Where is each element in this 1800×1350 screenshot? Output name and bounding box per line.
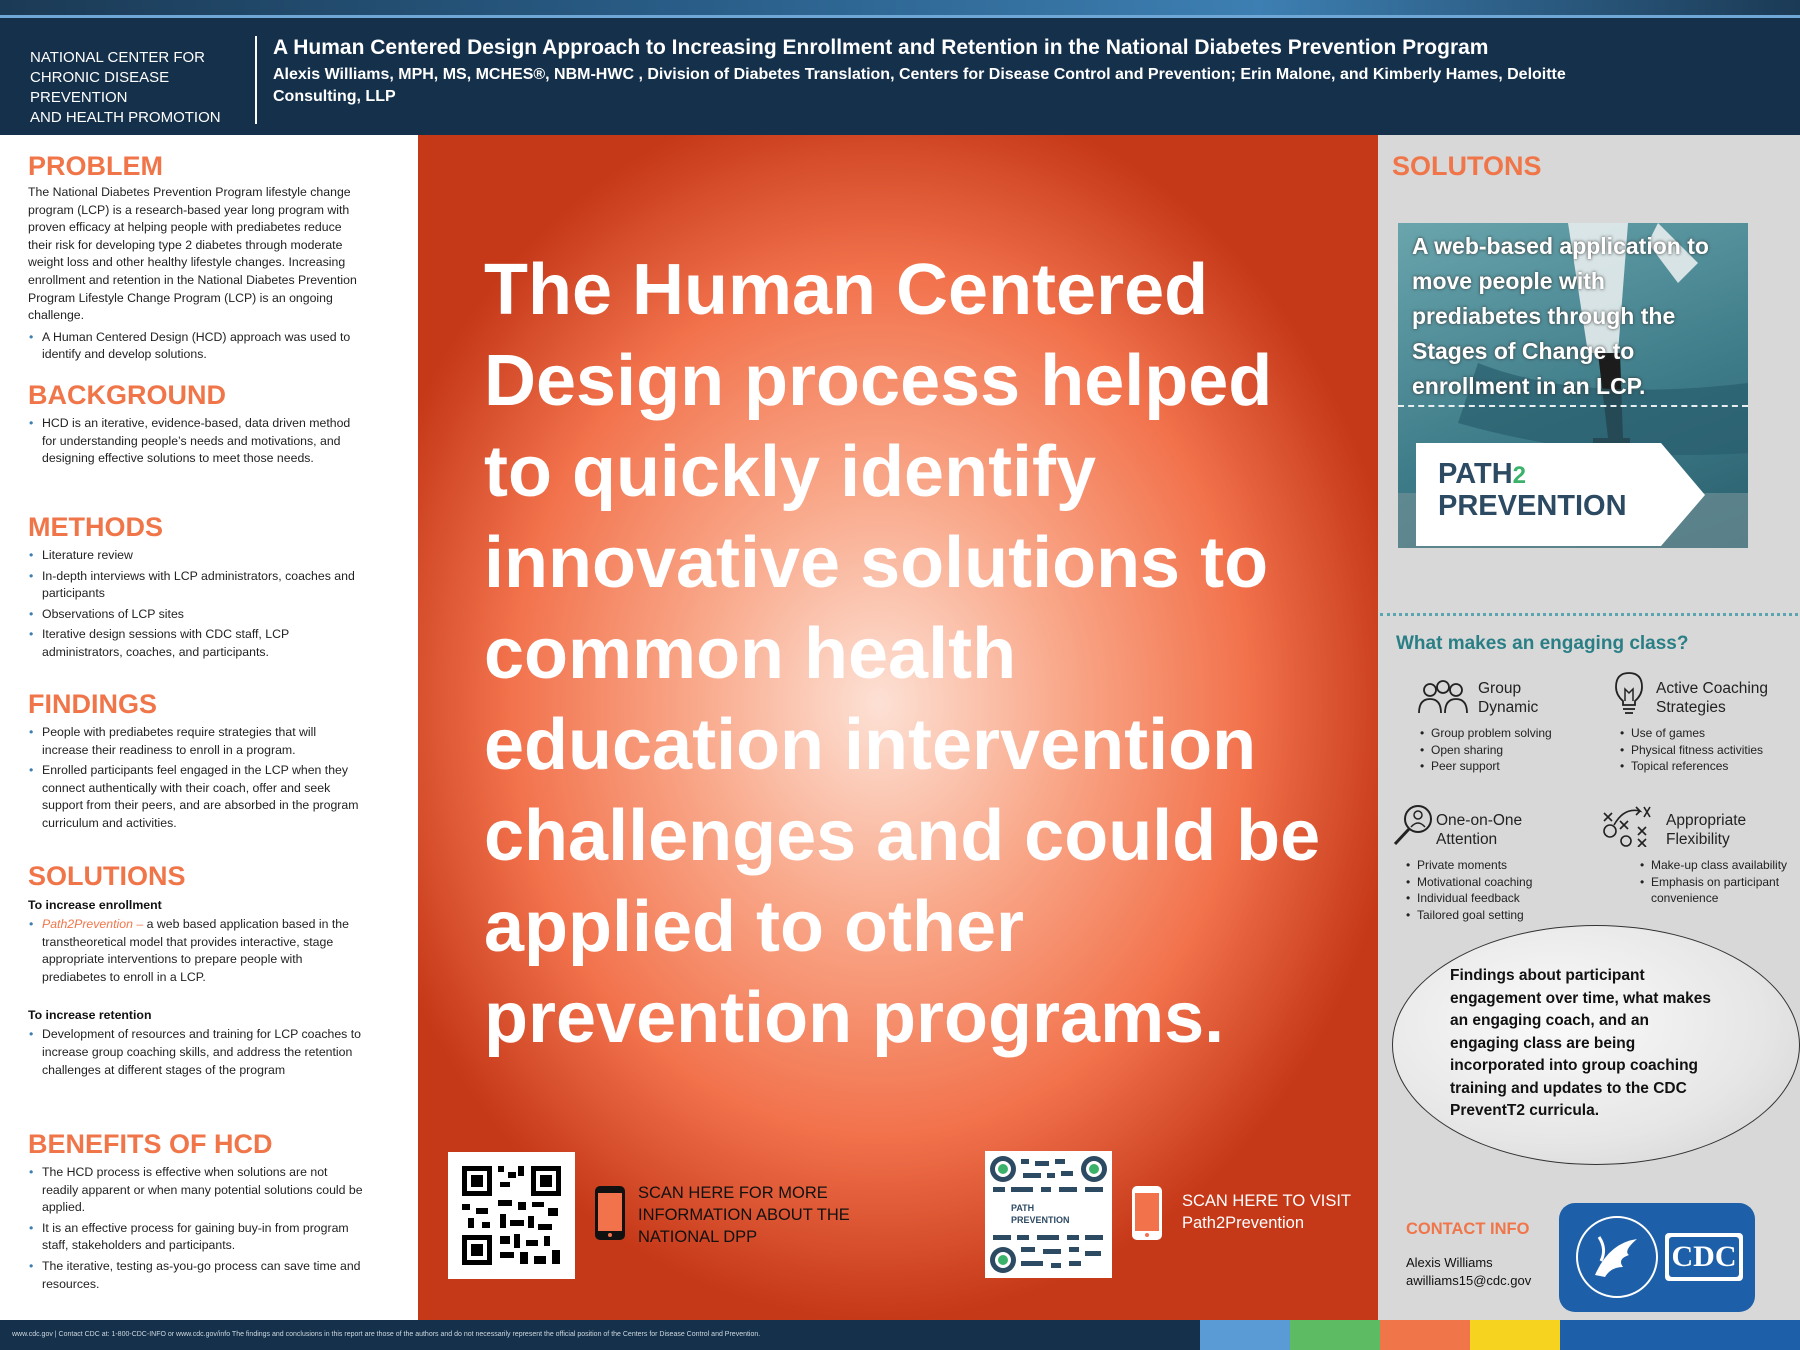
methods-heading: METHODS <box>28 512 163 542</box>
benefits-bullet: • The HCD process is effective when solutions are not readily apparent or when many potential solutions could be applied. <box>28 1164 363 1217</box>
active-coaching-item: • Topical references <box>1620 758 1795 775</box>
right-column <box>1378 135 1800 1320</box>
cdc-logo-text: CDC <box>1671 1240 1737 1273</box>
active-coaching-list <box>1620 725 1795 775</box>
problem-heading: PROBLEM <box>28 151 163 181</box>
scan-path2prevention-line-2: Path2Prevention <box>1182 1214 1305 1232</box>
findings-oval-text: Findings about participant engagement over time, what makes an engaging coach, and an engaging class are being incorporated into group coaching training and updates to the CDC PreventT2 curricula. <box>1450 967 1712 1119</box>
qr-code-national-dpp[interactable] <box>448 1152 575 1279</box>
poster-header <box>0 18 1800 135</box>
retention-subheading: To increase retention <box>28 1008 152 1023</box>
footer-color-bar-orange <box>1380 1320 1470 1350</box>
poster-footer <box>0 1320 1800 1350</box>
one-on-one-list <box>1406 857 1571 923</box>
group-dynamic-item: • Open sharing <box>1420 742 1570 759</box>
benefits-section <box>28 1129 363 1296</box>
group-icon <box>1417 679 1469 715</box>
agency-name <box>30 48 250 128</box>
contact-name: Alexis Williams <box>1406 1255 1493 1270</box>
path2prevention-highlight: Path2Prevention – <box>42 917 144 931</box>
engaging-class-title: What makes an engaging class? <box>1396 633 1689 654</box>
road-dashes <box>1398 405 1748 413</box>
benefits-bullet: • It is an effective process for gaining buy-in from program staff, stakeholders and participants. <box>28 1220 363 1255</box>
qr-logo-prevention: PREVENTION <box>1011 1215 1070 1225</box>
active-coaching-item: • Physical fitness activities <box>1620 742 1795 759</box>
agency-line-1: NATIONAL CENTER FOR <box>30 49 206 66</box>
scan-path2prevention-label <box>1182 1190 1362 1234</box>
path2prevention-logo <box>1438 459 1627 521</box>
poster-authors: Alexis Williams, MPH, MS, MCHES®, NBM-HWC , Division of Diabetes Translation, Centers for Disease Control and Prevention; Erin Malone, and Kimberly Hames, Deloitte Consulting, LLP <box>273 66 1566 105</box>
findings-section <box>28 689 363 836</box>
background-heading: BACKGROUND <box>28 380 226 410</box>
group-dynamic-item: • Group problem solving <box>1420 725 1570 742</box>
flexibility-item: • Make-up class availability <box>1640 857 1795 874</box>
qr-code-path2prevention[interactable] <box>985 1151 1112 1278</box>
problem-text: The National Diabetes Prevention Program lifestyle change program (LCP) is a research-based year long program with proven efficacy at helping people with prediabetes reduce their risk for developing type 2 diabetes through moderate weight loss and other healthy lifestyle changes. Increasing enrollment and retention in the National Diabetes Prevention Program Lifestyle Change Program (LCP) is an ongoing challenge. <box>28 185 357 323</box>
retention-bullet: • Development of resources and training for LCP coaches to increase group coaching skills, and address the retention challenges at different stages of the program <box>28 1026 363 1079</box>
agency-line-2: CHRONIC DISEASE PREVENTION <box>30 69 170 106</box>
logo-arrow-shape <box>1661 443 1705 546</box>
methods-bullet: • In-depth interviews with LCP administrators, coaches and participants <box>28 568 363 603</box>
path2prevention-graphic <box>1398 223 1748 548</box>
one-on-one-item: • Motivational coaching <box>1406 874 1571 891</box>
magnifier-icon <box>1392 803 1434 847</box>
lightbulb-icon <box>1614 671 1644 715</box>
webapp-text: A web-based application to move people with prediabetes through the Stages of Change to enrollment in an LCP. <box>1412 233 1709 399</box>
flexibility-item: • Emphasis on participant convenience <box>1640 874 1795 907</box>
poster-title: A Human Centered Design Approach to Increasing Enrollment and Retention in the National Diabetes Prevention Program <box>273 36 1489 59</box>
findings-bullet: • People with prediabetes require strategies that will increase their readiness to enroll in a program. <box>28 724 363 759</box>
footer-color-bar-blue <box>1200 1320 1290 1350</box>
footer-disclaimer: www.cdc.gov | Contact CDC at: 1-800-CDC-INFO or www.cdc.gov/info The findings and conclusions in this report are those of the authors and do not necessarily represent the official position of the Centers for Disease Control and Prevention. <box>12 1331 761 1338</box>
group-dynamic-list <box>1420 725 1570 775</box>
contact-email[interactable]: awilliams15@cdc.gov <box>1406 1273 1532 1288</box>
contact-heading: CONTACT INFO <box>1406 1220 1530 1238</box>
methods-bullet: • Iterative design sessions with CDC staff, LCP administrators, coaches, and participants. <box>28 626 363 661</box>
benefits-heading: BENEFITS OF HCD <box>28 1129 273 1159</box>
methods-bullet: • Observations of LCP sites <box>28 606 363 624</box>
strategy-icon <box>1600 803 1654 847</box>
active-coaching-item: • Use of games <box>1620 725 1795 742</box>
active-coaching-label: Active Coaching Strategies <box>1656 680 1769 716</box>
cdc-hhs-logo <box>1559 1203 1755 1312</box>
solutions-right-heading: SOLUTONS <box>1392 151 1542 181</box>
header-divider <box>255 36 257 124</box>
solutions-heading: SOLUTIONS <box>28 861 186 891</box>
findings-bullet: • Enrolled participants feel engaged in the LCP when they connect authentically with their coach, offer and seek support from their peers, and are absorbed in the program curriculum and activities. <box>28 762 363 832</box>
footer-color-bar-navy <box>1560 1320 1800 1350</box>
footer-color-bar-yellow <box>1470 1320 1560 1350</box>
background-section <box>28 380 363 471</box>
group-dynamic-label: Group Dynamic <box>1478 680 1539 716</box>
dotted-divider <box>1380 613 1798 616</box>
flexibility-list <box>1640 857 1795 907</box>
scan-path2prevention-line-1: SCAN HERE TO VISIT <box>1182 1192 1352 1210</box>
phone-icon <box>1131 1185 1163 1241</box>
enrollment-bullet <box>28 916 363 986</box>
benefits-bullet: • The iterative, testing as-you-go process can save time and resources. <box>28 1258 363 1293</box>
contact-details <box>1406 1254 1531 1290</box>
problem-bullet: • A Human Centered Design (HCD) approach was used to identify and develop solutions. <box>28 329 363 364</box>
logo-two: 2 <box>1512 462 1526 489</box>
hhs-eagle-seal-icon <box>1559 1203 1755 1312</box>
one-on-one-label: One-on-One Attention <box>1436 812 1523 848</box>
findings-heading: FINDINGS <box>28 689 158 719</box>
one-on-one-item: • Individual feedback <box>1406 890 1571 907</box>
phone-icon <box>594 1185 626 1241</box>
scan-national-dpp-label: SCAN HERE FOR MORE INFORMATION ABOUT THE NATIONAL DPP <box>638 1184 850 1246</box>
key-message: The Human Centered Design process helped to quickly identify innovative solutions to common health education intervention challenges and could be applied to other prevention programs. <box>484 250 1321 1058</box>
methods-section <box>28 512 363 665</box>
one-on-one-item: • Private moments <box>1406 857 1571 874</box>
footer-color-bar-green <box>1290 1320 1380 1350</box>
enrollment-subheading: To increase enrollment <box>28 898 162 912</box>
enrollment-text: a web based application based in the transtheoretical model that provides interactive, stage appropriate interventions to prepare people with prediabetes to enroll in a LCP. <box>42 917 349 984</box>
top-stripe <box>0 0 1800 18</box>
problem-section <box>28 151 363 367</box>
flexibility-label: Appropriate Flexibility <box>1666 812 1747 848</box>
center-panel <box>418 135 1378 1320</box>
left-column <box>0 135 418 1320</box>
logo-path: PATH <box>1438 458 1513 490</box>
logo-prevention: PREVENTION <box>1438 490 1627 522</box>
qr-logo-path: PATH <box>1011 1203 1035 1213</box>
background-bullet: • HCD is an iterative, evidence-based, data driven method for understanding people’s needs and motivations, and designing effective solutions to meet those needs. <box>28 415 363 468</box>
solutions-section <box>28 861 363 1082</box>
methods-bullet: • Literature review <box>28 547 363 565</box>
one-on-one-item: • Tailored goal setting <box>1406 907 1571 924</box>
agency-line-3: AND HEALTH PROMOTION <box>30 109 221 126</box>
group-dynamic-item: • Peer support <box>1420 758 1570 775</box>
